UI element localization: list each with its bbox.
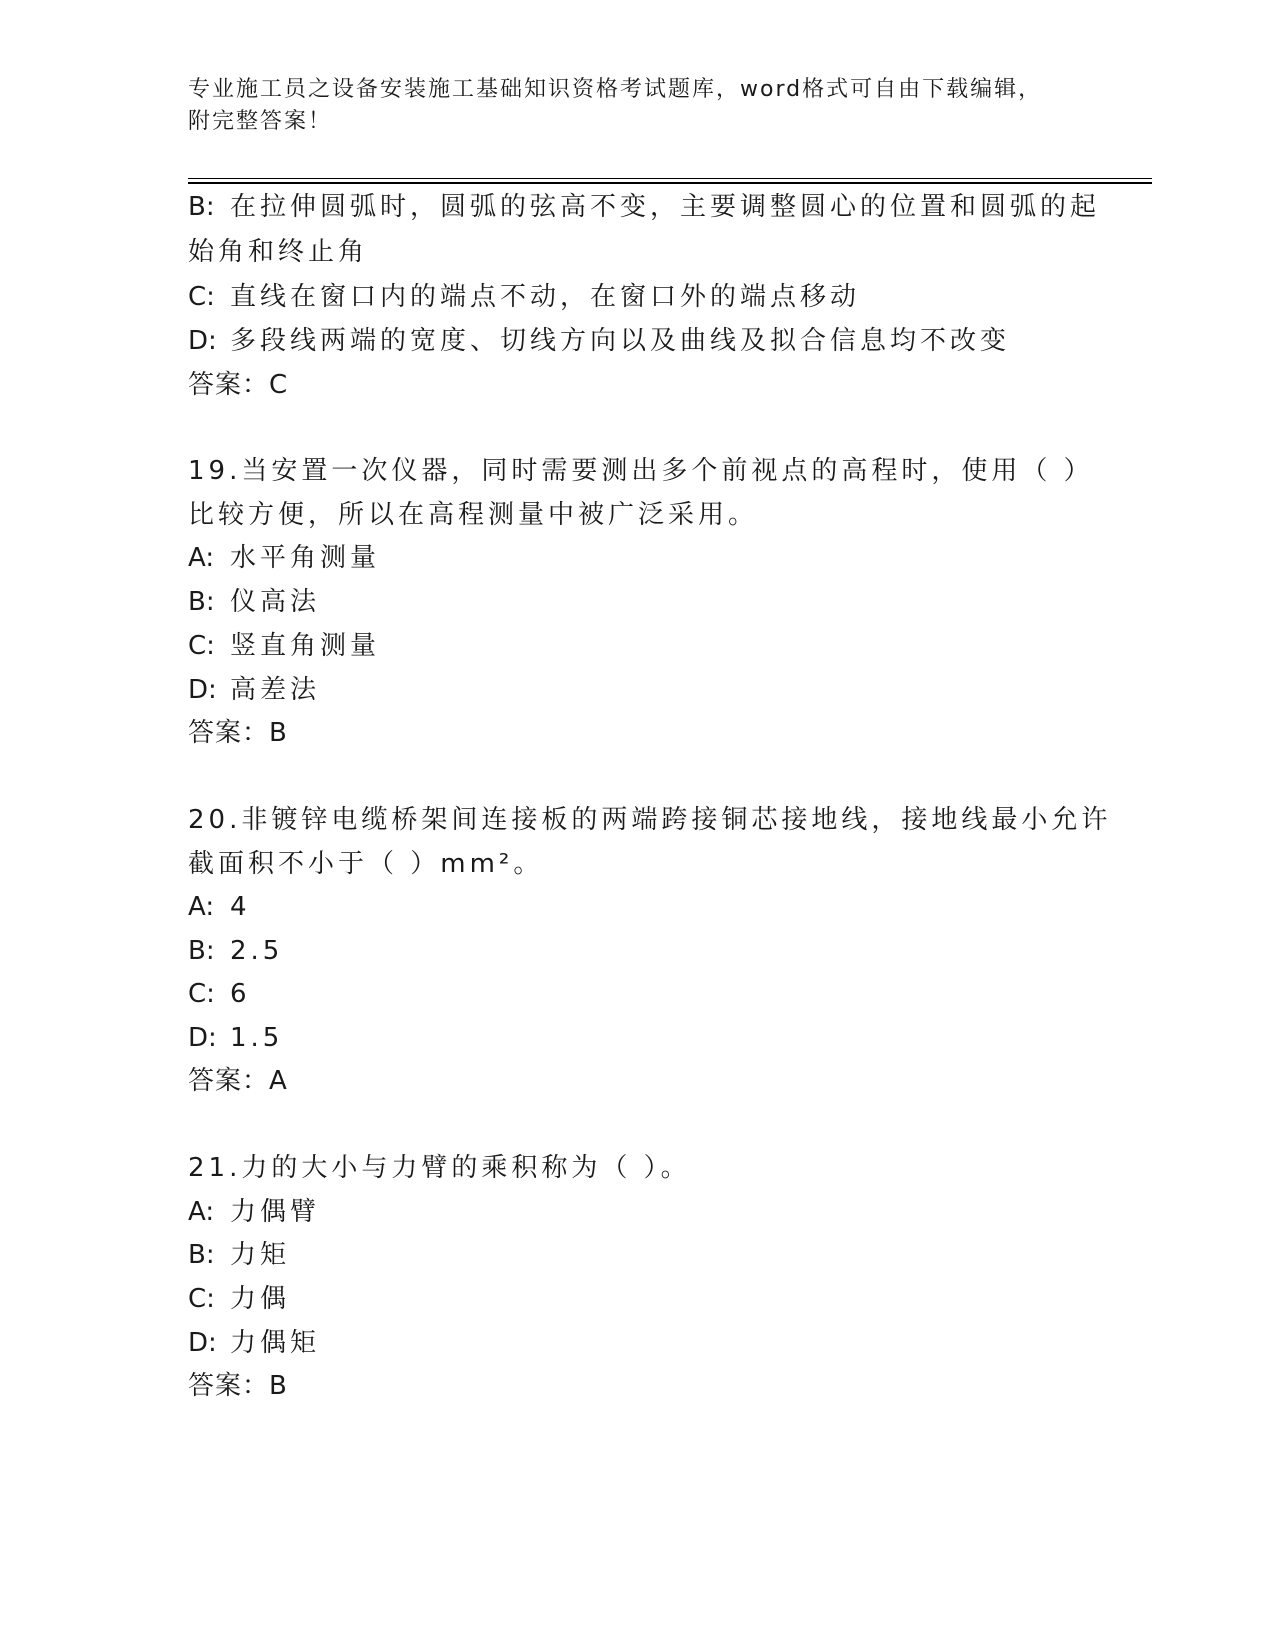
option-label: C:: [188, 979, 215, 1009]
header-divider-top: [188, 178, 1152, 179]
q21-answer: 答案：B: [188, 1371, 288, 1401]
option-text: 高差法: [230, 675, 321, 705]
option-b-line-2: 始角和终止角: [188, 237, 369, 267]
q21-option-b: [188, 1238, 290, 1272]
option-text: 直线在窗口内的端点不动，在窗口外的端点移动: [230, 282, 861, 312]
option-text: 力偶矩: [230, 1328, 321, 1358]
option-b-line-1: [188, 190, 1100, 224]
option-text: 力偶: [230, 1284, 291, 1314]
option-text: 1.5: [230, 1023, 284, 1053]
q20-option-b: [188, 934, 283, 968]
option-text: 水平角测量: [230, 543, 381, 573]
q19-option-c: [188, 629, 380, 663]
option-label: B:: [188, 1240, 215, 1270]
page-header: [188, 74, 1068, 138]
q20-option-a: [188, 890, 251, 924]
option-text: 力矩: [230, 1240, 291, 1270]
option-label: A:: [188, 892, 215, 922]
option-label: C:: [188, 282, 215, 312]
option-text: 6: [230, 979, 251, 1009]
option-label: B:: [188, 936, 215, 966]
option-label: A:: [188, 543, 215, 573]
option-label: B:: [188, 587, 215, 617]
option-label: D:: [188, 675, 217, 705]
q21-option-a: [188, 1195, 320, 1229]
option-d: [188, 324, 1010, 358]
question-20-line-2: 截面积不小于（ ）mm²。: [188, 849, 544, 879]
question-19-line-2: 比较方便，所以在高程测量中被广泛采用。: [188, 500, 759, 530]
answer-line: 答案：C: [188, 370, 289, 400]
option-text: 竖直角测量: [230, 631, 381, 661]
q20-option-c: [188, 977, 251, 1011]
option-text: 仪高法: [230, 587, 321, 617]
q19-option-d: [188, 673, 320, 707]
question-19-line-1: 19.当安置一次仪器，同时需要测出多个前视点的高程时，使用（ ）: [188, 456, 1094, 486]
q20-option-d: [188, 1021, 283, 1055]
option-label: C:: [188, 631, 215, 661]
option-label: D:: [188, 1328, 217, 1358]
option-text: 4: [230, 892, 251, 922]
q20-answer: 答案：A: [188, 1066, 288, 1096]
option-label: A:: [188, 1197, 215, 1227]
header-divider-bottom: [188, 182, 1152, 184]
option-text: 力偶臂: [230, 1197, 321, 1227]
q19-answer: 答案：B: [188, 718, 288, 748]
q21-option-d: [188, 1326, 320, 1360]
option-text: 多段线两端的宽度、切线方向以及曲线及拟合信息均不改变: [230, 326, 1011, 356]
question-20-line-1: 20.非镀锌电缆桥架间连接板的两端跨接铜芯接地线，接地线最小允许: [188, 805, 1112, 835]
header-line-2: 附完整答案！: [188, 109, 333, 134]
option-label: D:: [188, 1023, 217, 1053]
option-label: C:: [188, 1284, 215, 1314]
option-text: 在拉伸圆弧时，圆弧的弦高不变，主要调整圆心的位置和圆弧的起: [230, 192, 1101, 222]
q21-option-c: [188, 1282, 290, 1316]
option-label: D:: [188, 326, 217, 356]
option-text: 2.5: [230, 936, 284, 966]
question-21-line-1: 21.力的大小与力臂的乘积称为（ ）。: [188, 1153, 691, 1183]
option-label: B:: [188, 192, 215, 222]
q19-option-a: [188, 541, 380, 575]
option-c: [188, 280, 860, 314]
q19-option-b: [188, 585, 320, 619]
header-line-1: 专业施工员之设备安装施工基础知识资格考试题库，word格式可自由下载编辑，: [188, 77, 1043, 102]
